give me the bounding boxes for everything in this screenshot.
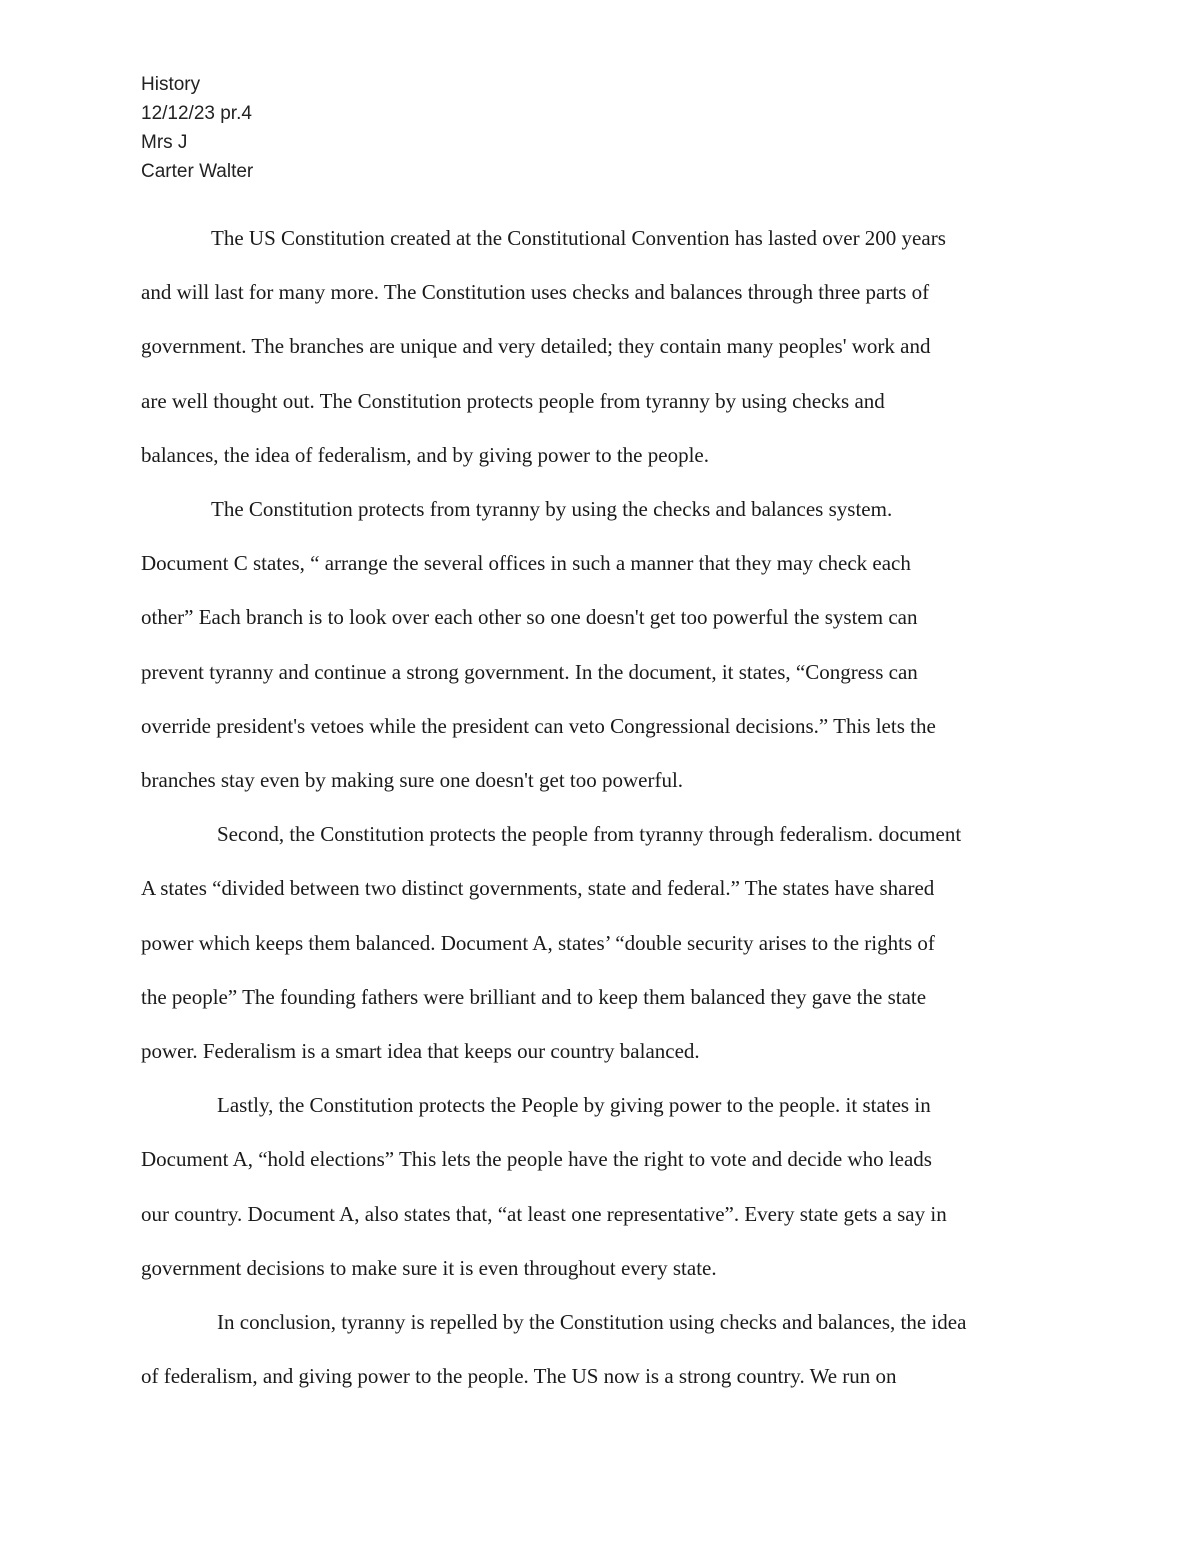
paragraph-federalism <box>141 807 1071 1078</box>
text-line: the people” The founding fathers were brilliant and to keep them balanced they gave the state <box>141 984 927 1009</box>
paragraph-conclusion <box>141 1295 1071 1403</box>
text-line: of federalism, and giving power to the people. The US now is a strong country. We run on <box>141 1364 897 1389</box>
essay-body <box>141 211 1071 1403</box>
text-line: power which keeps them balanced. Document A, states’ “double security arises to the rights of <box>141 930 935 955</box>
text-line: balances, the idea of federalism, and by giving power to the people. <box>141 442 709 467</box>
subject-line: History <box>141 74 201 95</box>
text-line: prevent tyranny and continue a strong government. In the document, it states, “Congress can <box>141 659 918 684</box>
text-line: and will last for many more. The Constitution uses checks and balances through three parts of <box>141 280 930 305</box>
text-line: Document C states, “ arrange the several offices in such a manner that they may check each <box>141 551 911 576</box>
paragraph-power-to-people <box>141 1078 1071 1295</box>
text-line: In conclusion, tyranny is repelled by the Constitution using checks and balances, the idea <box>217 1310 967 1335</box>
text-line: A states “divided between two distinct governments, state and federal.” The states have shared <box>141 876 935 901</box>
date-period-line: 12/12/23 pr.4 <box>141 103 252 124</box>
text-line: Lastly, the Constitution protects the People by giving power to the people. it states in <box>217 1093 931 1118</box>
text-line: government decisions to make sure it is even throughout every state. <box>141 1255 717 1280</box>
text-line: The US Constitution created at the Constitutional Convention has lasted over 200 years <box>211 226 946 250</box>
essay-header <box>141 70 253 186</box>
text-line: Second, the Constitution protects the people from tyranny through federalism. document <box>217 822 962 847</box>
paragraph-introduction <box>141 211 1071 482</box>
text-line: other” Each branch is to look over each other so one doesn't get too powerful the system can <box>141 605 918 630</box>
teacher-line: Mrs J <box>141 132 188 153</box>
text-line: override president's vetoes while the president can veto Congressional decisions.” This lets the <box>141 713 936 738</box>
text-line: The Constitution protects from tyranny by using the checks and balances system. <box>211 497 893 522</box>
text-line: are well thought out. The Constitution protects people from tyranny by using checks and <box>141 388 885 413</box>
student-line: Carter Walter <box>141 161 254 182</box>
text-line: our country. Document A, also states that, “at least one representative”. Every state gets a say in <box>141 1201 947 1226</box>
text-line: Document A, “hold elections” This lets the people have the right to vote and decide who leads <box>141 1147 932 1172</box>
text-line: branches stay even by making sure one doesn't get too powerful. <box>141 768 684 793</box>
paragraph-checks-and-balances <box>141 482 1071 807</box>
text-line: power. Federalism is a smart idea that keeps our country balanced. <box>141 1039 700 1064</box>
text-line: government. The branches are unique and very detailed; they contain many peoples' work and <box>141 334 931 359</box>
